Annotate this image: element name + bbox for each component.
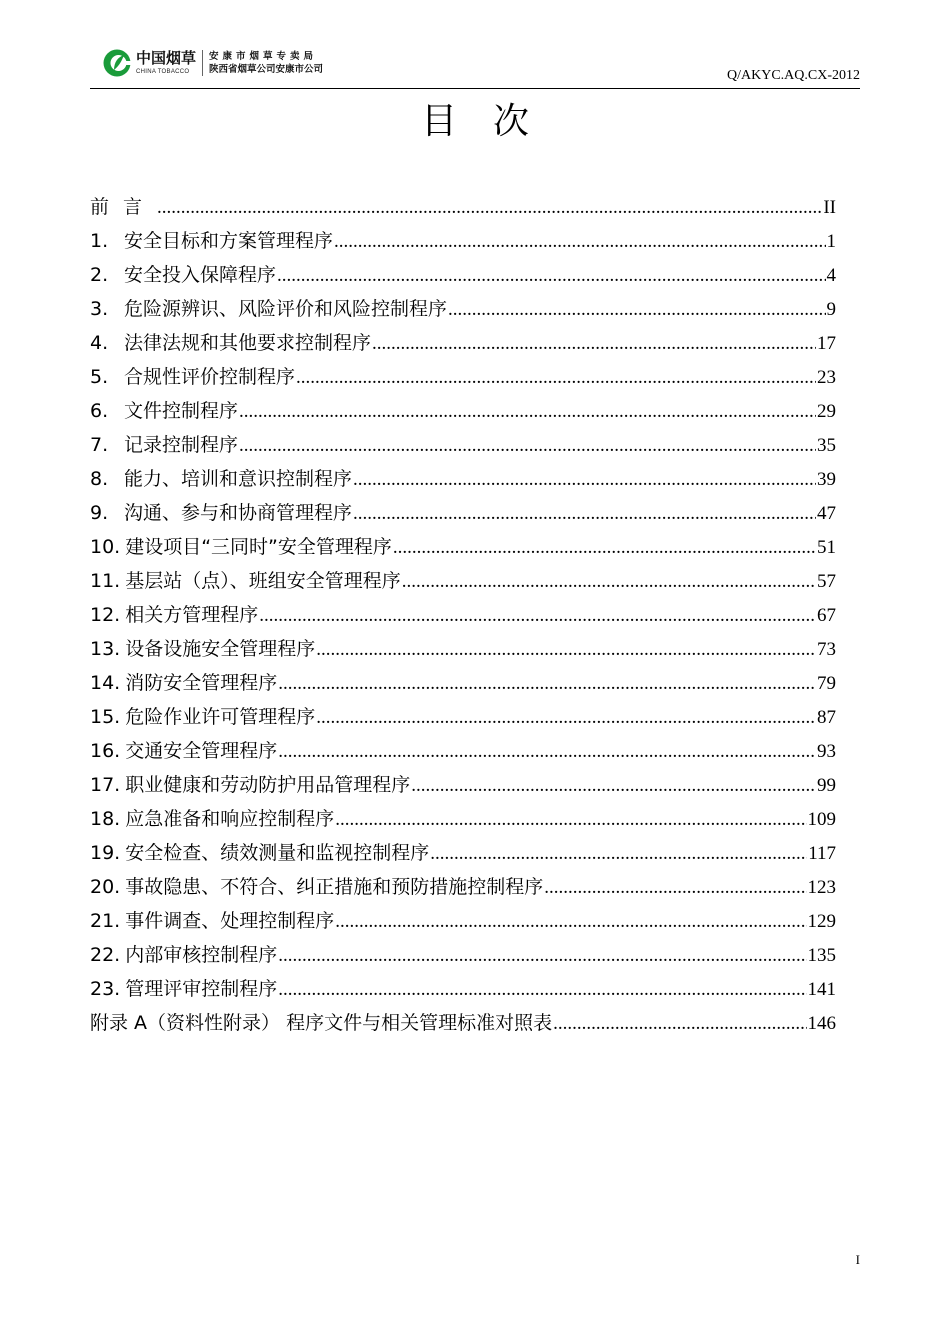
toc-entry-page: 1 [826,231,836,252]
toc-leader-dots [277,259,825,292]
toc-entry-label: 事故隐患、不符合、纠正措施和预防措施控制程序 [125,876,544,898]
toc-entry-label: 事件调查、处理控制程序 [125,910,335,932]
toc-leader-dots [278,973,806,1006]
toc-entry-number: 2. [90,264,109,286]
toc-leader-dots [402,565,816,598]
toc-entry[interactable] [90,666,836,700]
toc-entry[interactable] [90,768,836,802]
toc-entry-page: II [823,197,836,218]
toc-entry-appendix[interactable] [90,1006,836,1040]
toc-entry-label: 合规性评价控制程序 [124,366,296,388]
toc-entry[interactable] [90,530,836,564]
toc-entry-label: 附录 A（资料性附录） 程序文件与相关管理标准对照表 [90,1012,553,1034]
toc-entry-number: 19. [90,842,121,864]
toc-entry-label: 前言 [90,196,157,218]
toc-entry-page: 9 [826,299,836,320]
china-tobacco-logo [102,48,323,78]
toc-entry-label: 建设项目“三同时”安全管理程序 [125,536,392,558]
logo-divider [202,50,203,76]
toc-entry-page: 99 [817,775,836,796]
toc-leader-dots [239,395,816,428]
toc-entry-page: 93 [817,741,836,762]
toc-entry-number: 4. [90,332,109,354]
brand-name-cn: 中国烟草 [136,49,197,67]
toc-entry-page: 51 [817,537,836,558]
toc-entry[interactable] [90,394,836,428]
toc-entry-number: 9. [90,502,109,524]
toc-entry-label: 沟通、参与和协商管理程序 [124,502,353,524]
toc-leader-dots [553,1007,806,1040]
org-name-line1: 安康市烟草专卖局 [209,50,318,62]
toc-entry-label: 危险源辨识、风险评价和风险控制程序 [124,298,448,320]
toc-entry[interactable] [90,734,836,768]
toc-leader-dots [335,803,806,836]
toc-entry-page: 87 [817,707,836,728]
toc-leader-dots [278,735,816,768]
toc-entry-label: 安全投入保障程序 [124,264,277,286]
toc-entry-page: 129 [807,911,836,932]
toc-entry-page: 135 [807,945,836,966]
toc-entry-page: 29 [817,401,836,422]
toc-leader-dots [334,225,825,258]
toc-entry-number: 12. [90,604,121,626]
toc-entry[interactable] [90,428,836,462]
toc-entry-number: 1. [90,230,109,252]
toc-entry-page: 67 [817,605,836,626]
toc-entry[interactable] [90,258,836,292]
toc-entry-number: 14. [90,672,121,694]
toc-entry[interactable] [90,836,836,870]
toc-leader-dots [278,939,806,972]
toc-entry-label: 能力、培训和意识控制程序 [124,468,353,490]
toc-entry-number: 21. [90,910,121,932]
toc-entry-number: 3. [90,298,109,320]
org-name-line2: 陕西省烟草公司安康市公司 [209,64,324,75]
toc-entry-page: 47 [817,503,836,524]
toc-entry[interactable] [90,938,836,972]
toc-leader-dots [430,837,807,870]
toc-leader-dots [157,191,822,224]
toc-leader-dots [448,293,825,326]
toc-entry-page: 123 [807,877,836,898]
toc-entry-number: 17. [90,774,121,796]
toc-entry[interactable] [90,598,836,632]
toc-entry[interactable] [90,326,836,360]
toc-entry-number: 11. [90,570,121,592]
toc-leader-dots [372,327,816,360]
toc-entry-label: 交通安全管理程序 [125,740,278,762]
toc-entry-number: 23. [90,978,121,1000]
toc-entry-number: 13. [90,638,121,660]
toc-entry-label: 危险作业许可管理程序 [125,706,316,728]
toc-entry[interactable] [90,564,836,598]
toc-entry-page: 79 [817,673,836,694]
toc-entry-preface[interactable] [90,190,836,224]
toc-leader-dots [411,769,816,802]
toc-entry-label: 文件控制程序 [124,400,239,422]
toc-entry-page: 4 [826,265,836,286]
toc-entry-number: 18. [90,808,121,830]
toc-leader-dots [393,531,816,564]
toc-entry[interactable] [90,496,836,530]
toc-leader-dots [353,463,816,496]
toc-entry-label: 基层站（点）、班组安全管理程序 [125,570,401,592]
toc-leader-dots [239,429,816,462]
page-header [90,44,860,89]
toc-leader-dots [353,497,816,530]
toc-entry-label: 应急准备和响应控制程序 [125,808,335,830]
toc-entry[interactable] [90,870,836,904]
toc-entry-page: 17 [817,333,836,354]
toc-entry-number: 5. [90,366,109,388]
page-title: 目次 [420,101,565,142]
toc-entry-label: 管理评审控制程序 [125,978,278,1000]
toc-entry[interactable] [90,904,836,938]
toc-entry-page: 23 [817,367,836,388]
footer-page-number: I [855,1252,860,1267]
toc-entry-page: 109 [807,809,836,830]
toc-entry-label: 安全检查、绩效测量和监视控制程序 [125,842,430,864]
toc-entry-number: 7. [90,434,109,456]
table-of-contents [90,190,836,1040]
toc-entry[interactable] [90,462,836,496]
toc-entry[interactable] [90,632,836,666]
brand-name-en: CHINA TOBACCO [136,69,190,75]
toc-entry-label: 安全目标和方案管理程序 [124,230,334,252]
tobacco-leaf-logo-icon [102,48,132,78]
toc-entry-page: 73 [817,639,836,660]
document-code: Q/AKYC.AQ.CX-2012 [727,68,860,83]
toc-entry-number: 22. [90,944,121,966]
toc-entry-label: 消防安全管理程序 [125,672,278,694]
toc-entry[interactable] [90,802,836,836]
toc-entry[interactable] [90,700,836,734]
toc-entry-number: 10. [90,536,121,558]
toc-entry-page: 117 [808,843,836,864]
toc-entry-page: 146 [807,1013,836,1034]
toc-entry[interactable] [90,972,836,1006]
toc-leader-dots [316,701,816,734]
toc-entry-page: 141 [807,979,836,1000]
toc-entry[interactable] [90,360,836,394]
toc-entry-number: 15. [90,706,121,728]
toc-entry-number: 20. [90,876,121,898]
toc-entry-label: 记录控制程序 [124,434,239,456]
toc-leader-dots [278,667,816,700]
toc-entry[interactable] [90,224,836,258]
toc-leader-dots [316,633,816,666]
toc-leader-dots [259,599,816,632]
toc-leader-dots [544,871,806,904]
toc-entry-page: 57 [817,571,836,592]
toc-entry-label: 设备设施安全管理程序 [125,638,316,660]
toc-entry-page: 39 [817,469,836,490]
toc-entry-number: 6. [90,400,109,422]
toc-entry-label: 相关方管理程序 [125,604,259,626]
toc-entry-page: 35 [817,435,836,456]
toc-entry-number: 8. [90,468,109,490]
toc-entry-number: 16. [90,740,121,762]
toc-entry-label: 法律法规和其他要求控制程序 [124,332,372,354]
toc-leader-dots [296,361,816,394]
toc-leader-dots [335,905,806,938]
toc-entry-label: 职业健康和劳动防护用品管理程序 [125,774,411,796]
toc-entry[interactable] [90,292,836,326]
toc-entry-label: 内部审核控制程序 [125,944,278,966]
